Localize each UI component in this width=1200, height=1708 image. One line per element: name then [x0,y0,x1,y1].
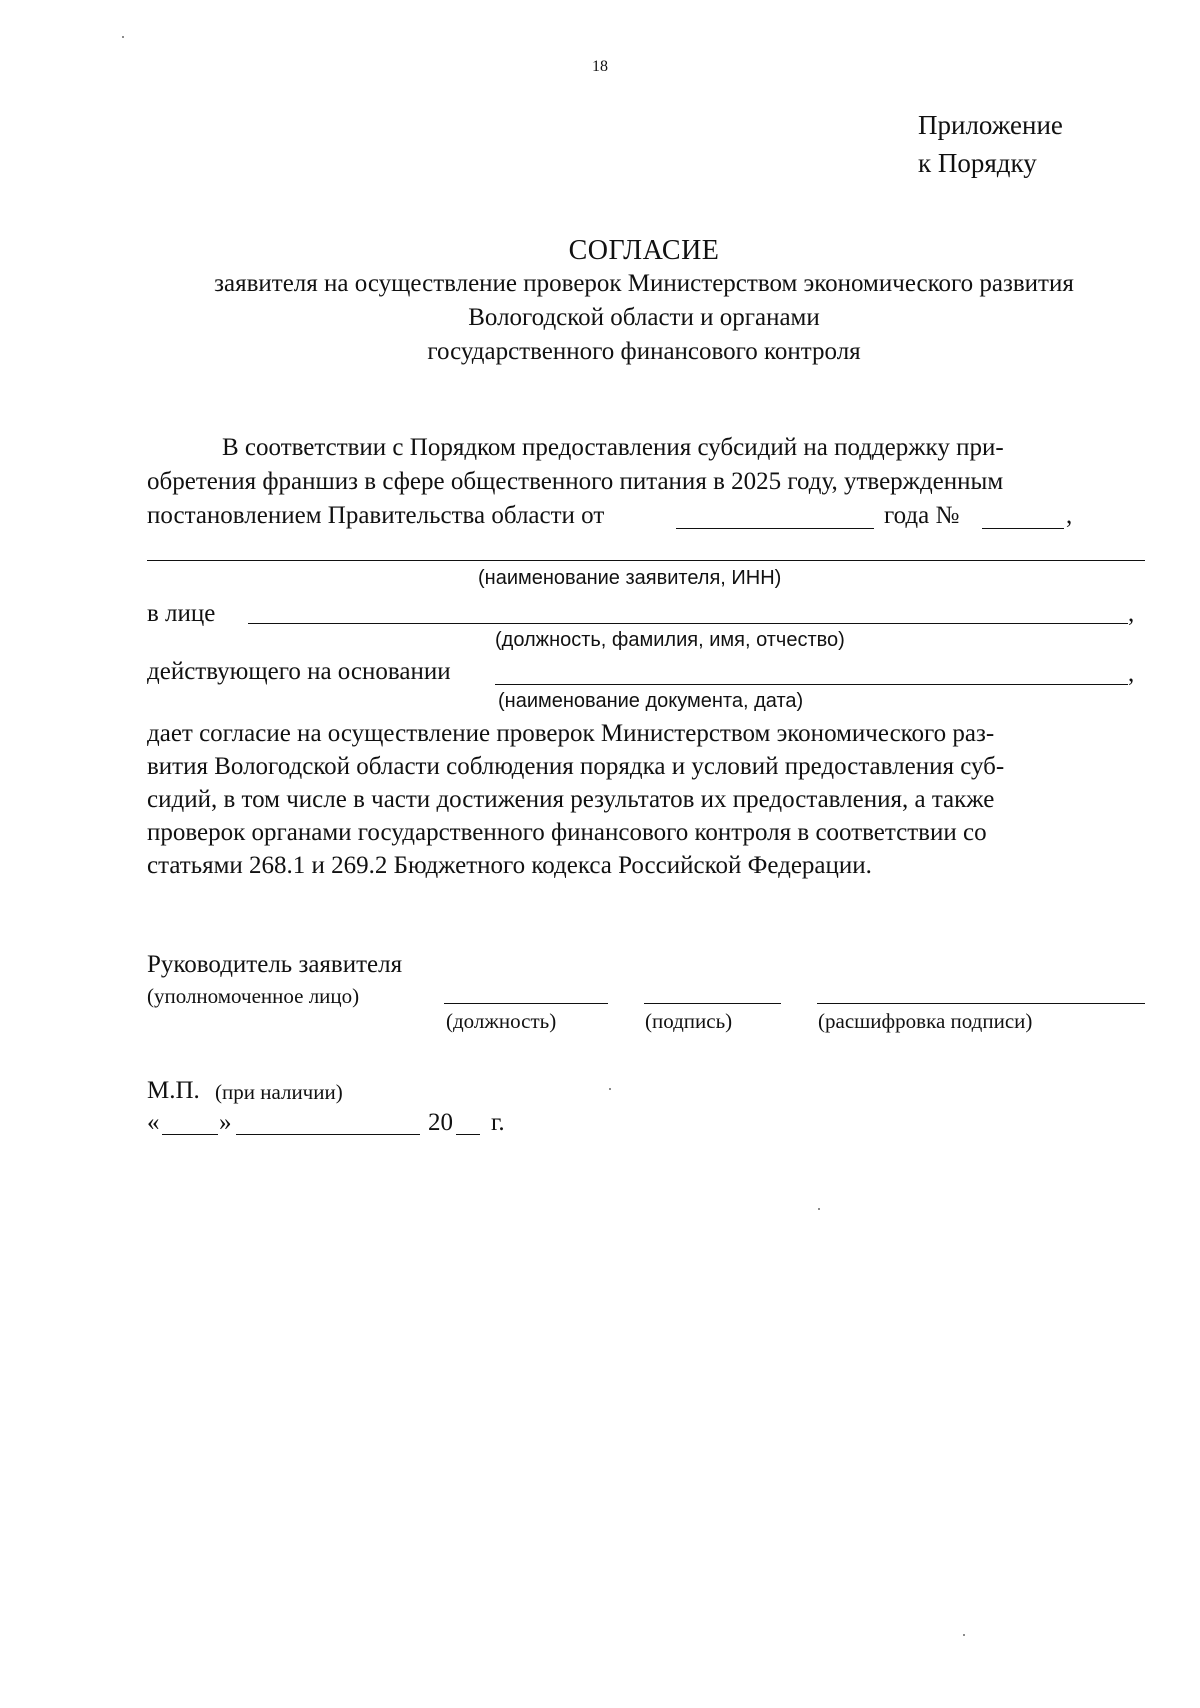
basis-comma: , [1128,660,1135,687]
document-title: СОГЛАСИЕ [568,235,720,266]
stamp-note: (при наличии) [215,1080,343,1104]
appendix-label: Приложение [918,110,1063,140]
day-blank-line [162,1134,218,1135]
consent-line-5: статьями 268.1 и 269.2 Бюджетного кодекса Российской Федерации. [147,852,872,879]
head-label: Руководитель заявителя [147,951,403,978]
year-blank-line [456,1134,480,1135]
consent-line-3: сидий, в том числе в части достижения результатов их предоставления, а также [147,786,995,813]
intro-line-2: обретения франшиз в сфере общественного питания в 2025 году, утвержденным [147,468,1004,495]
page-number: 18 [592,58,608,75]
person-blank-line [248,623,1128,624]
decoding-caption: (расшифровка подписи) [818,1009,1033,1033]
stamp-label: М.П. [147,1077,200,1104]
consent-line-1: дает согласие на осуществление проверок Министерством экономического раз- [147,720,995,747]
signature-blank-line [644,1003,781,1004]
consent-line-4: проверок органами государственного финансового контроля в соответствии со [147,819,987,846]
title-subline-1: заявителя на осуществление проверок Министерством экономического развития [214,270,1074,297]
signature-caption: (подпись) [645,1009,733,1033]
intro-line-3-prefix: постановлением Правительства области от [147,502,605,529]
intro-line-1: В соответствии с Порядком предоставления субсидий на поддержку при- [222,434,1004,461]
authorized-label: (уполномоченное лицо) [147,984,360,1008]
date-close-quote: » [219,1109,232,1136]
scan-speck [963,1634,965,1636]
title-subline-3: государственного финансового контроля [427,338,861,365]
applicant-caption: (наименование заявителя, ИНН) [478,567,782,589]
position-blank-line [444,1003,608,1004]
title-subline-2: Вологодской области и органами [468,304,820,331]
person-comma: , [1128,600,1135,627]
person-caption: (должность, фамилия, имя, отчество) [495,629,845,651]
scan-speck [818,1208,820,1210]
scan-speck [609,1088,611,1090]
decoding-blank-line [817,1003,1145,1004]
number-blank-line [982,528,1064,529]
date-open-quote: « [147,1109,160,1136]
month-blank-line [236,1134,420,1135]
basis-blank-line [495,684,1128,685]
consent-line-2: вития Вологодской области соблюдения порядка и условий предоставления суб- [147,753,1005,780]
year-prefix: 20 [428,1109,453,1136]
basis-caption: (наименование документа, дата) [498,690,804,712]
intro-line-3-year: года № [884,502,960,529]
year-suffix: г. [491,1109,505,1136]
basis-label: действующего на основании [147,658,451,685]
intro-line-3-comma: , [1066,502,1073,529]
appendix-reference: к Порядку [918,148,1037,178]
person-label: в лице [147,600,216,627]
applicant-blank-line [147,560,1145,561]
date-blank-line [676,528,874,529]
scan-speck [122,36,124,38]
position-caption: (должность) [446,1009,557,1033]
